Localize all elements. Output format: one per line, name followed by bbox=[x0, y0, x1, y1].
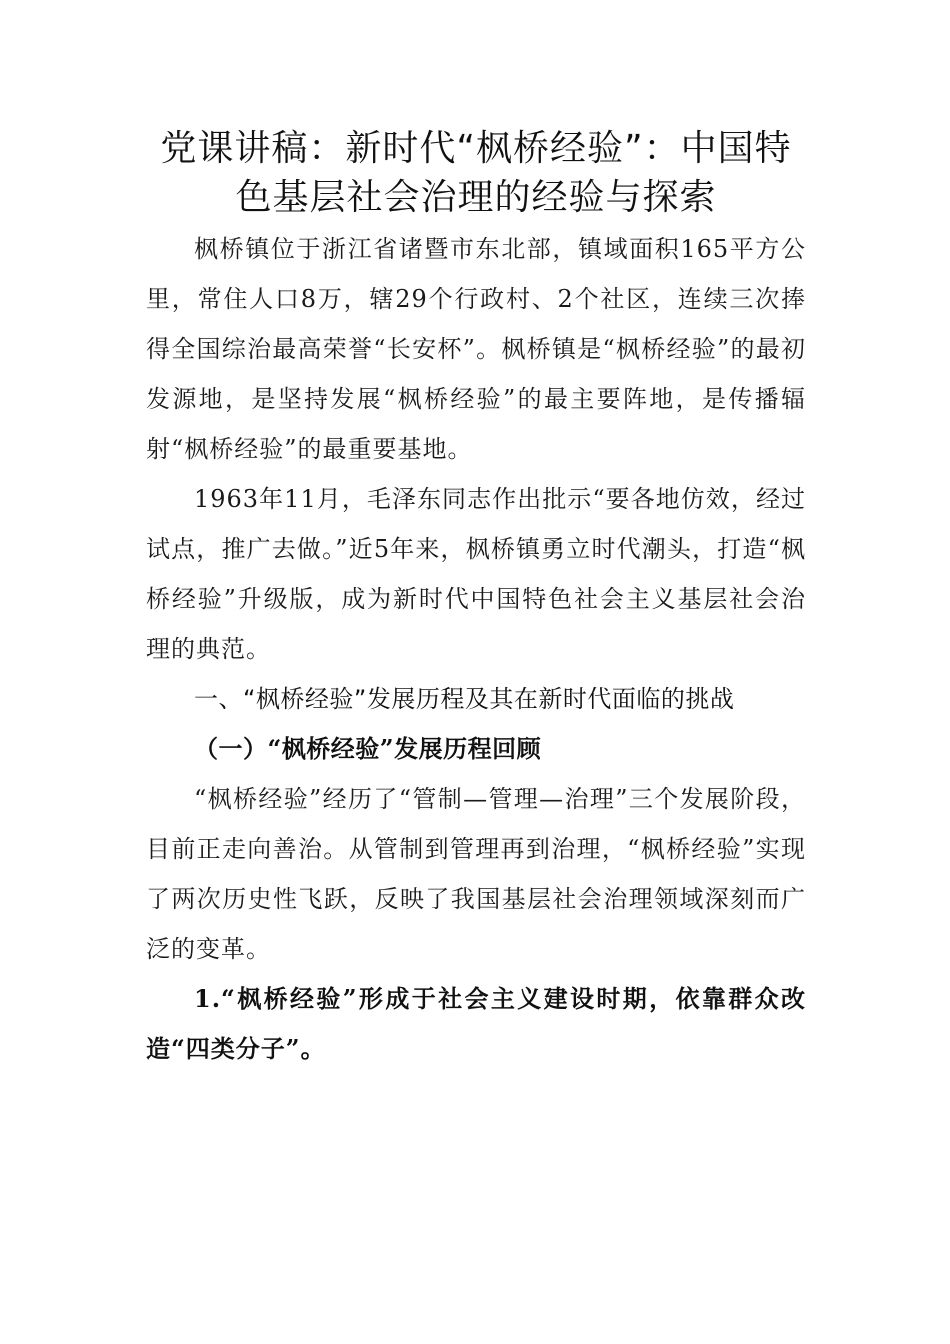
point-heading: 1.“枫桥经验”形成于社会主义建设时期，依靠群众改造“四类分子”。 bbox=[146, 984, 806, 1063]
section-heading: 一、“枫桥经验”发展历程及其在新时代面临的挑战 bbox=[194, 685, 735, 713]
document-title: 党课讲稿：新时代“枫桥经验”：中国特色基层社会治理的经验与探索 bbox=[160, 128, 792, 218]
subsection-heading: （一）“枫桥经验”发展历程回顾 bbox=[194, 734, 542, 763]
development-paragraph: “枫桥经验”经历了“管制—管理—治理”三个发展阶段，目前正走向善治。从管制到管理再到治理，“枫桥经验”实现了两次历史性飞跃，反映了我国基层社会治理领域深刻而广泛的变革。 bbox=[146, 785, 806, 963]
history-paragraph: 1963年11月，毛泽东同志作出批示“要各地仿效，经过试点，推广去做。”近5年来，枫桥镇勇立时代潮头，打造“枫桥经验”升级版，成为新时代中国特色社会主义基层社会治理的典范。 bbox=[146, 485, 806, 663]
intro-paragraph: 枫桥镇位于浙江省诸暨市东北部，镇域面积165平方公里，常住人口8万，辖29个行政村、2个社区，连续三次捧得全国综治最高荣誉“长安杯”。枫桥镇是“枫桥经验”的最初发源地，是坚持发展“枫桥经验”的最主要阵地，是传播辐射“枫桥经验”的最重要基地。 bbox=[146, 235, 806, 463]
document-body bbox=[146, 124, 806, 1074]
